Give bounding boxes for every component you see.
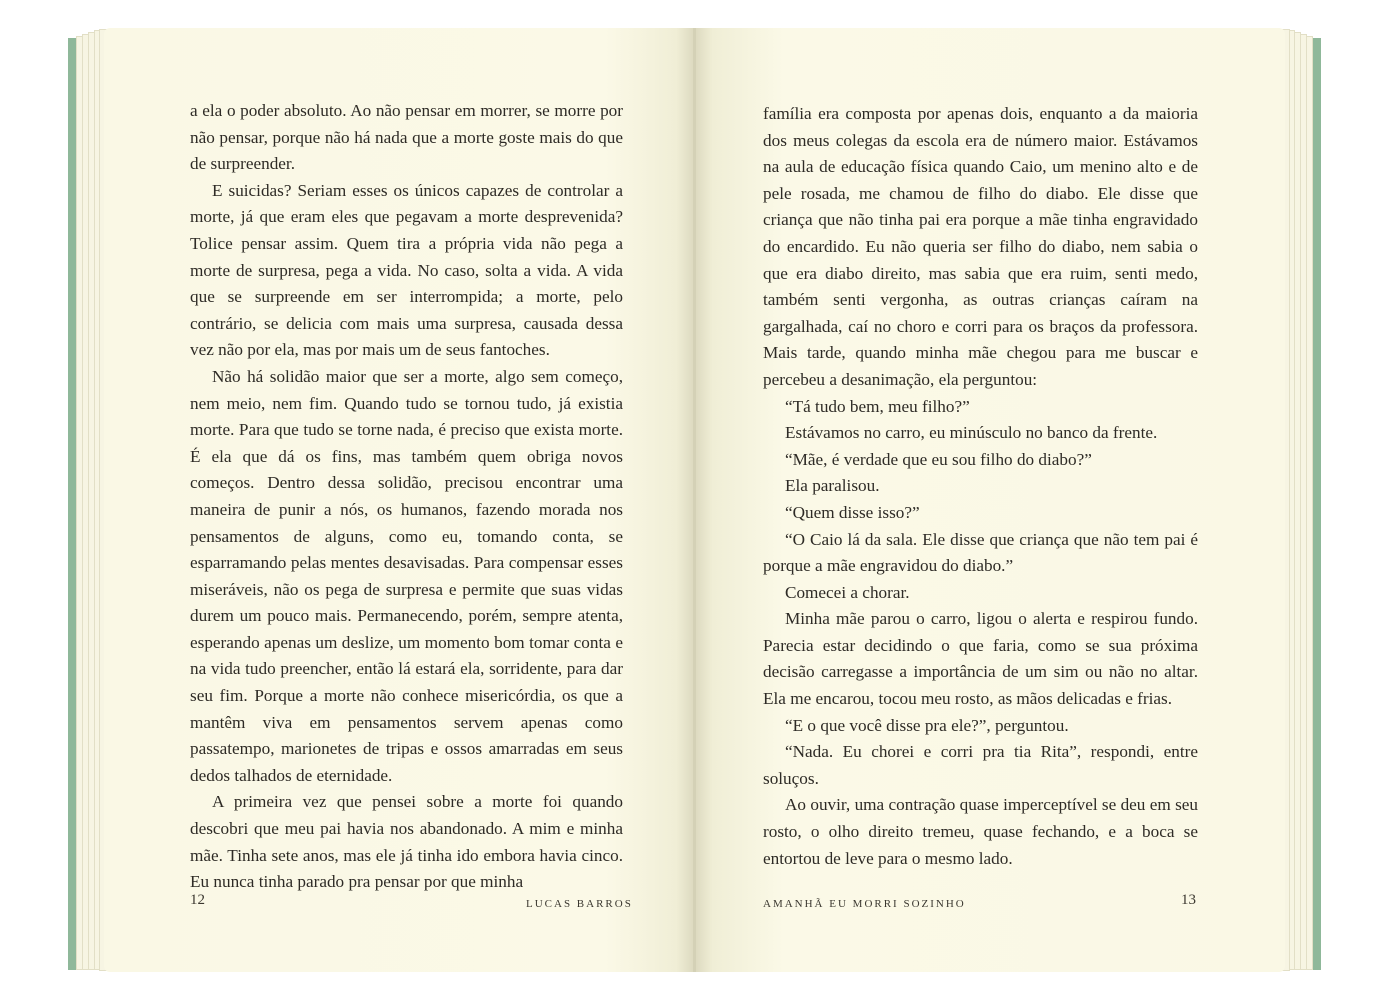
page-number-right: 13 [1181, 892, 1196, 908]
paragraph: “O Caio lá da sala. Ele disse que criança que não tem pai é porque a mãe engravidou do diabo.” [763, 529, 1198, 576]
paragraph: Estávamos no carro, eu minúsculo no banco da frente. [785, 423, 1158, 443]
paragraph: família era composta por apenas dois, enquanto a da maioria dos meus colegas da escola era de número maior. Estávamos na aula de educação física quando Caio, um menino alto e de pele rosada, me chamou de filho do diabo. Ele disse que criança que não tinha pai era porque a mãe tinha engravidado do encardido. Eu não queria ser filho do diabo, nem sabia o que era diabo direito, mas sabia que era ruim, senti medo, também senti vergonha, as outras crianças caíram na gargalhada, caí no choro e corri para os braços da professora. Mais tarde, quando minha mãe chegou para me buscar e percebeu a desanimação, ela perguntou: [763, 104, 1198, 389]
paragraph: Não há solidão maior que ser a morte, algo sem começo, nem meio, nem fim. Quando tudo se tornou tudo, já existia morte. Para que tudo se torne nada, é preciso que exista morte. É ela que dá os fins, mas também quem obriga novos começos. Dentro dessa solidão, precisou encontrar uma maneira de punir a nós, os humanos, fazendo morada nos pensamentos de alguns, como eu, tomando conta, se esparramando pelas mentes desavisadas. Para compensar esses miseráveis, não os pega de surpresa e permite que suas vidas durem um pouco mais. Permanecendo, porém, sempre atenta, esperando apenas um deslize, um momento bom tomar conta e na vida tudo preencher, então lá estará ela, sorridente, para dar seu fim. Porque a morte não conhece misericórdia, os que a mantêm viva em pensamentos servem apenas como passatempo, marionetes de tripas e ossos amarradas em seus dedos talhados de eternidade. [190, 366, 623, 785]
book-gutter [693, 28, 696, 972]
paragraph: “Tá tudo bem, meu filho?” [785, 396, 970, 416]
paragraph: Comecei a chorar. [785, 582, 910, 602]
right-page-body [763, 101, 1198, 872]
book-cover-left-edge [68, 38, 76, 970]
running-head-author: LUCAS BARROS [526, 898, 633, 910]
paragraph: E suicidas? Seriam esses os únicos capazes de controlar a morte, já que eram eles que pegavam a morte desprevenida? Tolice pensar assim. Quem tira a própria vida não pega a morte de surpresa, pega a vida. No caso, solta a vida. A vida que se surpreende em ser interrompida; a morte, pelo contrário, se delicia com mais uma surpresa, causada dessa vez não por ela, mas por mais um de seus fantoches. [190, 180, 623, 360]
paragraph: “E o que você disse pra ele?”, perguntou. [785, 715, 1069, 735]
paragraph: Ela paralisou. [785, 476, 880, 496]
paragraph: “Nada. Eu chorei e corri pra tia Rita”, respondi, entre soluços. [763, 742, 1198, 788]
paragraph: “Quem disse isso?” [785, 502, 920, 522]
paragraph: A primeira vez que pensei sobre a morte foi quando descobri que meu pai havia nos abandonado. A mim e minha mãe. Tinha sete anos, mas ele já tinha ido embora havia cinco. Eu nunca tinha parado pra pensar por que minha [190, 792, 623, 892]
paragraph: Minha mãe parou o carro, ligou o alerta e respirou fundo. Parecia estar decidindo o que faria, como se sua próxima decisão carregasse a importância de um sim ou não no altar. Ela me encarou, tocou meu rosto, as mãos delicadas e frias. [763, 609, 1198, 709]
left-page-body [190, 98, 623, 896]
paragraph: “Mãe, é verdade que eu sou filho do diabo?” [785, 449, 1092, 469]
running-head-title: AMANHÃ EU MORRI SOZINHO [763, 898, 966, 910]
paragraph: a ela o poder absoluto. Ao não pensar em morrer, se morre por não pensar, porque não há nada que a morte goste mais do que de surpreender. [190, 101, 623, 174]
book-cover-right-edge [1313, 38, 1321, 970]
paragraph: Ao ouvir, uma contração quase imperceptível se deu em seu rosto, o olho direito tremeu, quase fechando, e a boca se entortou de leve para o mesmo lado. [763, 795, 1198, 868]
page-number-left: 12 [190, 892, 205, 908]
